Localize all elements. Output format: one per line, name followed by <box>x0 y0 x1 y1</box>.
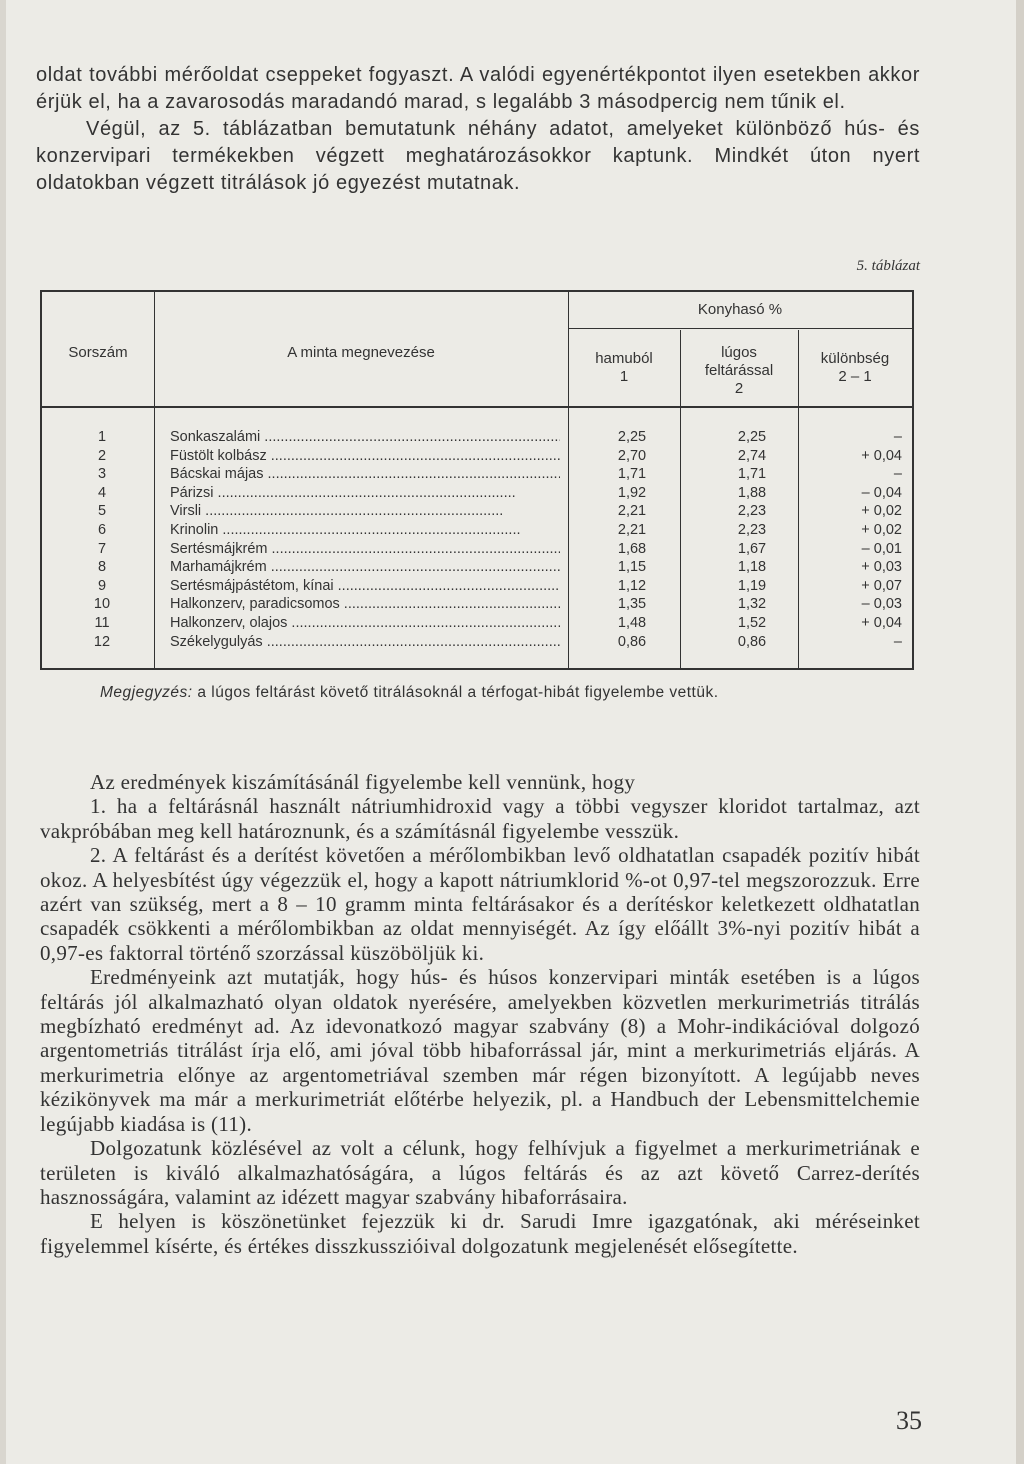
header-kulonbseg-index: 2 – 1 <box>838 368 872 385</box>
row-kulonbseg-text: + 0,04 <box>861 615 902 631</box>
row-number <box>42 447 162 466</box>
row-lugos <box>702 595 802 614</box>
row-kulonbseg <box>812 614 902 633</box>
row-number-text: 8 <box>97 559 107 576</box>
row-number <box>42 633 162 652</box>
row-name <box>170 484 560 503</box>
row-hamubol <box>582 633 682 652</box>
row-name <box>170 558 560 577</box>
intro-text <box>36 62 920 197</box>
row-lugos <box>702 558 802 577</box>
row-name <box>170 502 560 521</box>
row-number <box>42 465 162 484</box>
row-lugos <box>702 428 802 447</box>
row-hamubol <box>582 595 682 614</box>
row-kulonbseg-text: – 0,01 <box>861 540 902 557</box>
row-lugos-text: 1,71 <box>737 466 767 483</box>
row-lugos <box>702 540 802 559</box>
intro-paragraph: Végül, az 5. táblázatban bemutatunk néhány adatot, amelyeket különböző hús- és konzervipari termékekben végzett meghatározásokkor kaptunk. Mindkét úton nyert oldatokban végzett titrálások jó egyezést mutatnak. <box>36 118 920 194</box>
row-lugos <box>702 502 802 521</box>
header-kulonbseg <box>798 350 912 386</box>
table-divider <box>568 292 569 668</box>
row-number-text: 7 <box>97 540 107 557</box>
page-number: 35 <box>896 1406 922 1435</box>
body-paragraph: E helyen is köszönetünket fejezzük ki dr. Sarudi Imre igazgatónak, aki méréseinket figyelemmel kísérte, és értékes disszkusszióival dolgozatunk megjelenését elősegítette. <box>40 1209 920 1258</box>
row-name-text: Halkonzerv, paradicsomos ..... <box>170 596 560 612</box>
row-number <box>42 614 162 633</box>
row-number <box>42 428 162 447</box>
row-lugos-text: 2,74 <box>737 447 767 464</box>
row-name-text: Halkonzerv, olajos ..... <box>170 615 560 631</box>
row-kulonbseg <box>812 558 902 577</box>
row-name <box>170 465 560 484</box>
row-number-text: 6 <box>97 522 107 538</box>
row-hamubol-text: 2,25 <box>617 429 647 445</box>
row-hamubol-text: 1,12 <box>617 577 647 594</box>
row-name-text: Párizsi ..... <box>170 485 516 501</box>
row-hamubol <box>582 521 682 540</box>
row-lugos <box>702 465 802 484</box>
row-name <box>170 614 560 633</box>
row-lugos <box>702 521 802 540</box>
row-name-text: Marhamájkrém ..... <box>170 559 560 575</box>
note-label: Megjegyzés: <box>100 684 193 701</box>
row-hamubol <box>582 447 682 466</box>
row-kulonbseg <box>812 633 902 652</box>
row-kulonbseg-text: + 0,02 <box>861 503 902 520</box>
row-kulonbseg <box>812 465 902 484</box>
body-paragraph: 2. A feltárást és a derítést követően a mérőlombikban levő oldhatatlan csapadék pozitív hibát okoz. A helyesbítést úgy végezzük el, hogy a kapott nátriumklorid %-ot 0,97-tel megszorozzuk. Erre azért van szükség, mert a 8 – 10 gramm minta feltárásakor és a derítéskor keletkezett oldhatatlan csapadék csökkenti a mérőlombikban az oldat mennyiségét. Az így előállt 3%-nyi pozitív hibát a 0,97-es faktorral történő szorzással küszöböljük ki. <box>40 843 920 965</box>
row-kulonbseg-text: + 0,04 <box>861 447 902 464</box>
row-hamubol <box>582 577 682 596</box>
row-lugos-text: 1,67 <box>737 540 767 557</box>
header-konyhaso: Konyhasó % <box>697 301 783 318</box>
header-lugos-label: lúgos <box>721 344 757 361</box>
table-note <box>100 684 920 702</box>
body-paragraph: 1. ha a feltárásnál használt nátriumhidroxid vagy a többi vegyszer kloridot tartalmaz, azt vakpróbában meg kell határoznunk, és a számításnál figyelembe vesszük. <box>40 794 920 843</box>
row-hamubol-text: 1,92 <box>617 484 647 501</box>
table-header-rule <box>42 406 912 408</box>
row-name-text: Bácskai májas ..... <box>170 466 560 482</box>
row-number-text: 10 <box>93 596 111 613</box>
row-hamubol-text: 1,35 <box>617 596 647 613</box>
row-name <box>170 521 560 540</box>
body-paragraph: Dolgozatunk közlésével az volt a célunk, hogy felhívjuk a figyelmet a merkurimetriának e területen is kiváló alkalmazhatóságára, a lúgos feltárás és az azt követő Carrez-derítés hasznosságára, valamint az idézett magyar szabvány hibaforrásaira. <box>40 1136 920 1209</box>
row-lugos <box>702 614 802 633</box>
row-hamubol <box>582 502 682 521</box>
row-kulonbseg <box>812 577 902 596</box>
row-number-text: 1 <box>97 429 107 445</box>
data-table <box>40 290 914 670</box>
row-kulonbseg <box>812 428 902 447</box>
header-lugos-label2: feltárással <box>704 362 774 379</box>
row-name <box>170 595 560 614</box>
row-hamubol <box>582 428 682 447</box>
row-kulonbseg-text: – 0,03 <box>861 596 902 613</box>
intro-paragraph: oldat további mérőoldat cseppeket fogyaszt. A valódi egyenértékpontot ilyen esetekben akkor érjük el, ha a zavarosodás maradandó marad, s legalább 3 másodpercig nem tűnik el. <box>36 64 920 113</box>
row-lugos <box>702 447 802 466</box>
body-text <box>40 770 920 1258</box>
row-lugos-text: 1,52 <box>737 615 767 631</box>
row-name <box>170 577 560 596</box>
header-sorszam: Sorszám <box>68 344 128 361</box>
row-number-text: 2 <box>97 447 107 464</box>
row-lugos-text: 2,23 <box>737 522 767 538</box>
row-kulonbseg-text: – 0,04 <box>861 484 902 501</box>
row-hamubol <box>582 465 682 484</box>
row-name <box>170 633 560 652</box>
row-number <box>42 540 162 559</box>
row-number-text: 4 <box>97 484 107 501</box>
row-hamubol-text: 1,48 <box>617 615 647 631</box>
row-number-text: 12 <box>93 633 111 650</box>
row-hamubol-text: 1,68 <box>617 540 647 557</box>
row-lugos-text: 0,86 <box>737 633 767 650</box>
row-name-text: Sertésmájpástétom, kínai ..... <box>170 578 560 594</box>
row-hamubol <box>582 558 682 577</box>
page-edge-right <box>1016 0 1024 1464</box>
row-name <box>170 428 560 447</box>
header-lugos-index: 2 <box>734 380 744 397</box>
header-hamubol <box>568 350 680 386</box>
row-name <box>170 540 560 559</box>
row-number-text: 11 <box>94 615 110 631</box>
row-hamubol-text: 0,86 <box>617 633 647 650</box>
row-number-text: 9 <box>97 577 107 594</box>
row-lugos-text: 1,18 <box>737 559 767 576</box>
row-hamubol <box>582 484 682 503</box>
row-kulonbseg <box>812 484 902 503</box>
row-name-text: Sonkaszalámi ..... <box>170 429 560 445</box>
row-lugos-text: 2,25 <box>737 429 767 445</box>
body-paragraph: Az eredmények kiszámításánál figyelembe kell vennünk, hogy <box>90 770 636 794</box>
row-kulonbseg <box>812 521 902 540</box>
row-number <box>42 558 162 577</box>
row-lugos-text: 1,19 <box>737 577 767 594</box>
row-hamubol-text: 1,15 <box>617 559 647 576</box>
row-hamubol-text: 1,71 <box>617 466 647 483</box>
row-hamubol <box>582 614 682 633</box>
page-edge-left <box>0 0 6 1464</box>
row-kulonbseg-text: + 0,02 <box>861 522 902 538</box>
table-divider <box>568 328 912 329</box>
row-number <box>42 521 162 540</box>
row-kulonbseg <box>812 595 902 614</box>
header-hamubol-label: hamuból <box>595 350 653 367</box>
row-kulonbseg-text: + 0,07 <box>861 577 902 594</box>
row-kulonbseg-text: + 0,03 <box>861 559 902 576</box>
row-hamubol <box>582 540 682 559</box>
row-lugos-text: 1,88 <box>737 484 767 501</box>
row-number <box>42 502 162 521</box>
row-lugos <box>702 577 802 596</box>
row-name-text: Sertésmájkrém ..... <box>170 541 560 557</box>
row-kulonbseg-text: – <box>893 633 902 650</box>
body-paragraph: Eredményeink azt mutatják, hogy hús- és húsos konzervipari minták esetében is a lúgos feltárás jól alkalmazható olyan oldatok nyerésére, amelyekben közvetlen merkurimetriás titrálás megbízható eredményt ad. Az idevonatkozó magyar szabvány (8) a Mohr-indikációval dolgozó argentometriás titrálást írja elő, ami jóval több hibaforrással jár, mint a merkurimetriás eljárás. A merkurimetria előnye az argentometriával szemben már régen bizonyított. A legújabb neves kézikönyvek ma már a merkurimetriát előtérbe helyezik, pl. a Handbuch der Lebensmittelchemie legújabb kiadása is (11). <box>40 965 920 1136</box>
row-kulonbseg <box>812 502 902 521</box>
header-lugos <box>680 344 798 398</box>
row-name-text: Füstölt kolbász ..... <box>170 448 560 464</box>
row-lugos-text: 2,23 <box>737 503 767 520</box>
table-caption: 5. táblázat <box>856 258 920 274</box>
row-number-text: 3 <box>97 466 107 483</box>
row-hamubol-text: 2,70 <box>617 447 647 464</box>
note-text: a lúgos feltárást követő titrálásoknál a térfogat-hibát figyelembe vettük. <box>192 684 719 701</box>
row-name <box>170 447 560 466</box>
row-kulonbseg-text: – <box>893 429 902 445</box>
row-hamubol-text: 2,21 <box>617 522 647 538</box>
header-hamubol-index: 1 <box>619 368 629 385</box>
row-number <box>42 577 162 596</box>
row-number <box>42 595 162 614</box>
row-name-text: Krinolin ..... <box>170 522 521 538</box>
row-number-text: 5 <box>97 503 107 520</box>
row-lugos-text: 1,32 <box>737 596 767 613</box>
row-number <box>42 484 162 503</box>
row-kulonbseg <box>812 447 902 466</box>
row-kulonbseg <box>812 540 902 559</box>
row-hamubol-text: 2,21 <box>617 503 647 520</box>
row-name-text: Székelygulyás ..... <box>170 634 560 650</box>
header-name: A minta megnevezése <box>287 344 435 361</box>
header-kulonbseg-label: különbség <box>820 350 890 367</box>
row-lugos <box>702 484 802 503</box>
row-name-text: Virsli ..... <box>170 503 503 519</box>
row-lugos <box>702 633 802 652</box>
row-kulonbseg-text: – <box>893 466 902 483</box>
